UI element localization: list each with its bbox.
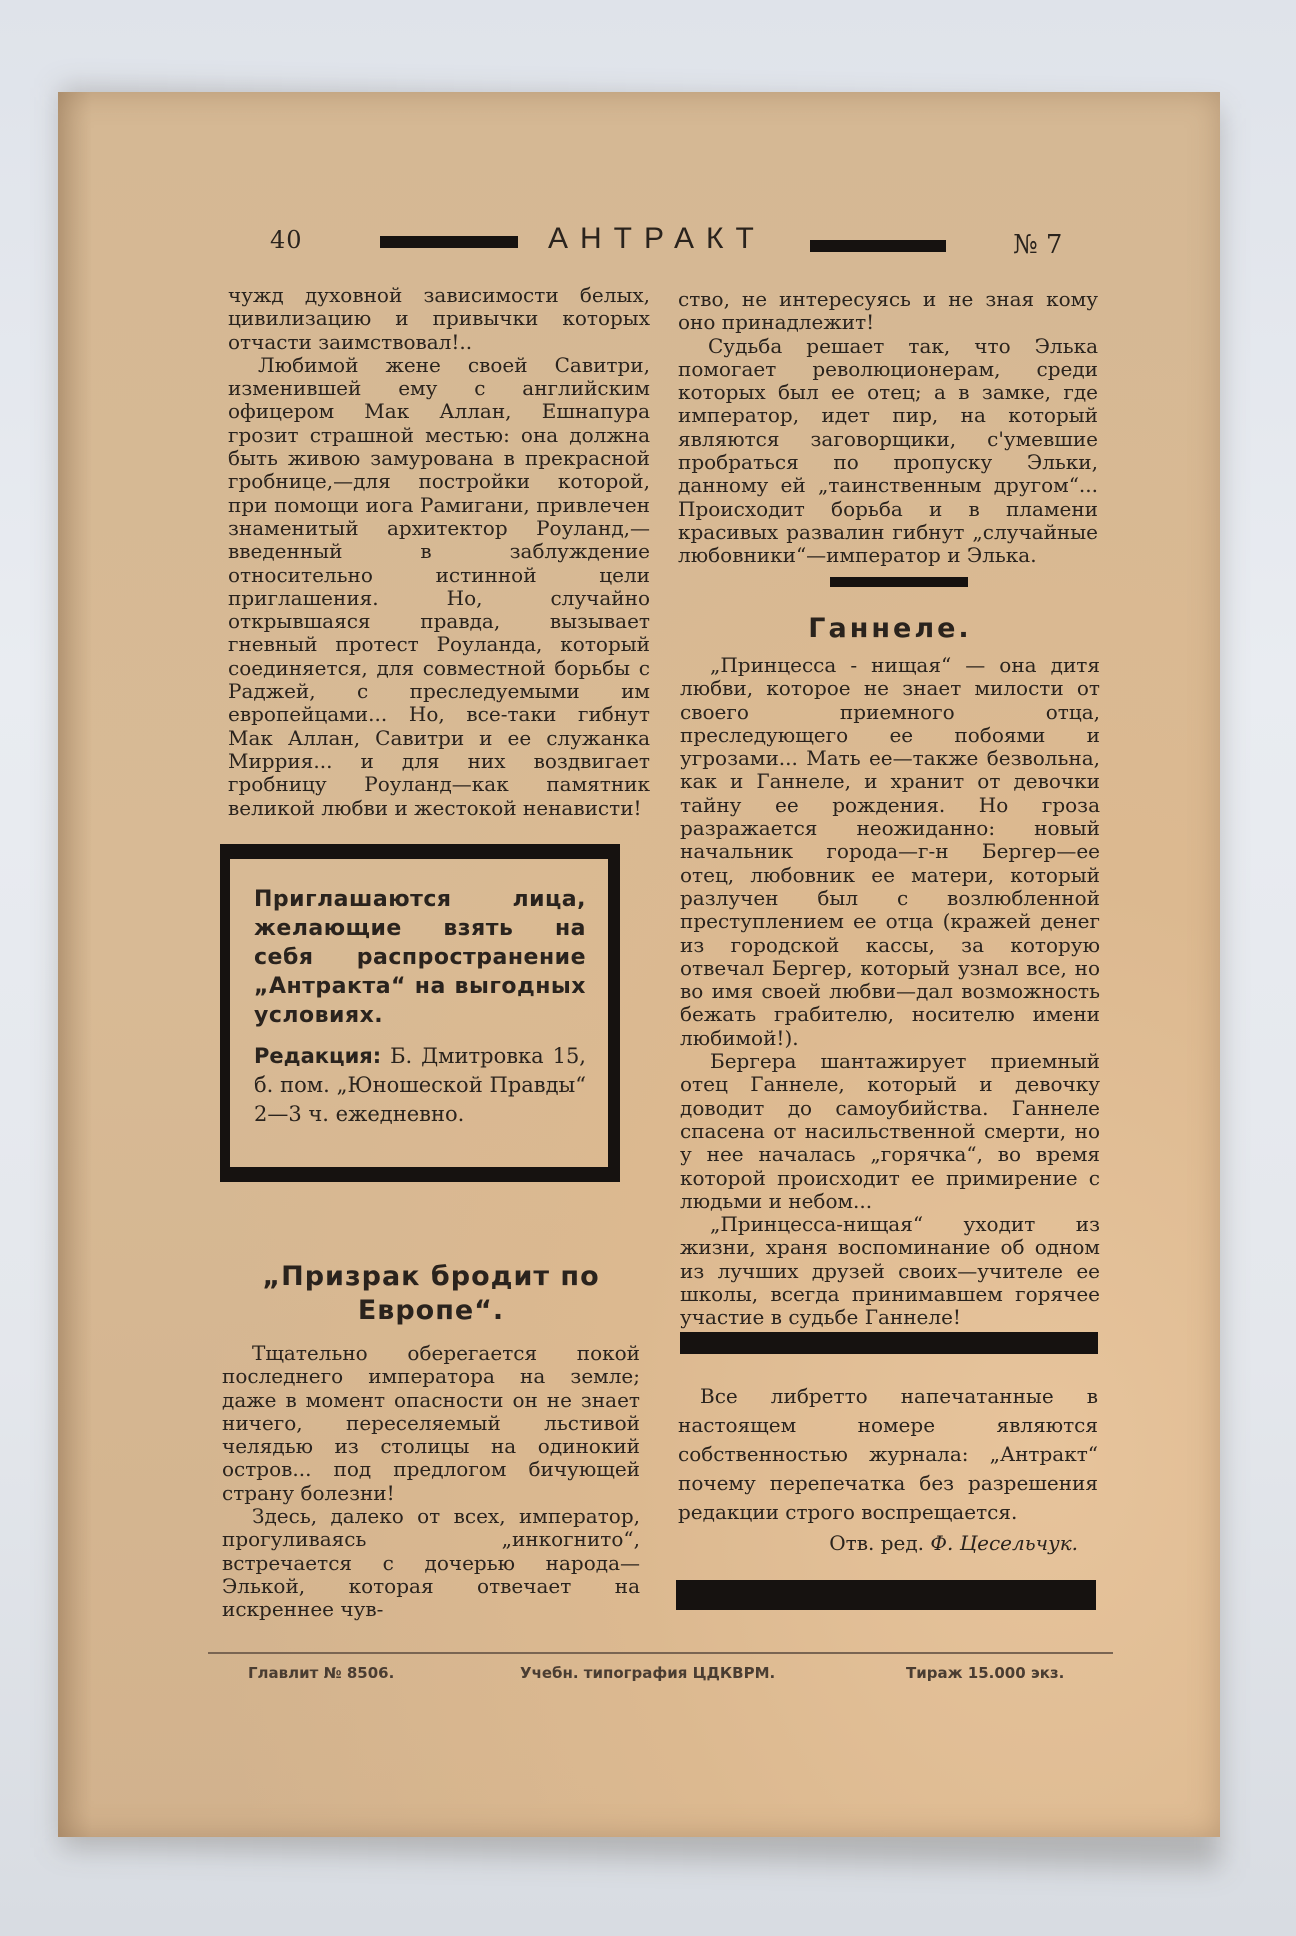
masthead-title: АНТРАКТ [548,222,766,255]
page-number: 40 [270,226,303,254]
left-column [228,284,650,820]
editor-signature [678,1529,1098,1558]
paragraph: чужд духовной зависимости белых, цивилизацию и привычки которых отчасти заимствовал!.. [228,283,650,354]
footer-glavlit: Главлит № 8506. [248,1664,395,1682]
paragraph: ство, не интересуясь и не зная кому оно принадлежит! [678,287,1098,335]
magazine-page [58,92,1220,1837]
section-divider [830,577,968,587]
advert-headline: Приглашаются лица, желающие взять на себя распространение „Антракта“ на выгодных условиях. [254,887,586,1028]
article-ghost [222,1260,640,1622]
signature-prefix: Отв. ред. [829,1531,925,1555]
advert-contact-text: Б. Дмитровка 15, б. пом. „Юношеской Правды“ 2—3 ч. ежедневно. [254,1044,586,1126]
paragraph: Бергера шантажирует приемный отец Ганнеле, который и девочку доводит до самоубийства. Ганнеле спасена от насильственной смерти, но у нее началась „горячка“, во время которой происходит ее примирение с людьми и небом... [680,1049,1100,1213]
paragraph: Любимой жене своей Савитри, изменившей ему с английским офицером Мак Аллан, Ешнапура грозит страшной местью: она должна быть живою замурована в прекрасной гробнице,—для постройки которой, при помощи иога Рамигани, привлечен знаменитый архитектор Роуланд,—введенный в заблуждение относительно истинной цели приглашения. Но, случайно открывшаяся правда, вызывает гневный протест Роуланда, который соединяется, для совместной борьбы с Раджей, с преследуемыми им европейцами... Но, все-таки гибнут Мак Аллан, Савитри и ее служанка Миррия... и для них воздвигает гробницу Роуланд—как памятник великой любви и жестокой ненависти! [228,352,650,820]
copyright-text: Все либретто напечатанные в настоящем номере являются собственностью журнала: „Антракт“ почему перепечатка без разрешения редакции строго воспрещается. [678,1384,1098,1524]
advert-contact [254,1042,586,1129]
paragraph: Тщательно оберегается покой последнего императора на земле; даже в момент опасности он не знает ничего, переселяемый льстивой челядью из столицы на одинокий остров... под предлогом бичующей страну болезни! [222,1341,640,1505]
paragraph: Судьба решает так, что Элька помогает революционерам, среди которых был ее отец; а в замке, где император, идет пир, на который являются заговорщики, с'умевшие пробраться по пропуску Эльки, данному ей „таинственным другом“... Происходит борьба и в пламени красивых развалин гибнут „случайные любовники“—император и Элька. [678,333,1098,568]
advert-box [220,844,620,1182]
paragraph: Здесь, далеко от всех, император, прогуливаясь „инкогнито“, встречается с дочерью народа—Элькой, которая отвечает на искреннее чув- [222,1504,640,1622]
section-divider [676,1580,1096,1610]
section-divider [680,1332,1098,1354]
header-rule-left [380,236,518,248]
page-header [58,222,1220,262]
issue-number: № 7 [1013,230,1063,260]
footer-rule [208,1652,1113,1654]
signature-name: Ф. Цесельчук. [930,1531,1078,1555]
header-rule-right [810,240,946,252]
footer-printer: Учебн. типография ЦДКВРМ. [520,1664,776,1682]
footer-circulation: Тираж 15.000 экз. [906,1664,1065,1682]
paragraph: „Принцесса-нищая“ уходит из жизни, храня воспоминание об одном из лучших друзей своих—учителе ее школы, всегда принимавшем горячее участие в судьбе Ганнеле! [680,1212,1100,1330]
article-hannele-title: Ганнеле. [808,613,972,644]
article-hannele [680,612,1100,1330]
advert-contact-label: Редакция: [254,1044,382,1068]
paragraph: „Принцесса - нищая“ — она дитя любви, которое не знает милости от своего приемного отца, преследующего ее побоями и угрозами... Мать ее—также безвольна, как и Ганнеле, и хранит от девочки тайну ее рождения. Но гроза разражается неожиданно: новый начальник города—г-н Бергер—ее отец, любовник ее матери, который разлучен был с возлюбленной преступлением ее отца (кражей денег из городской кассы, за которую отвечал Бергер, который узнал все, но во имя своей любви—дал возможность бежать грабителю, носителю имени любимой!). [680,653,1100,1050]
copyright-note [678,1382,1098,1558]
right-column [678,288,1098,568]
article-ghost-title: „Призрак бродит по Европе“. [262,1261,600,1326]
